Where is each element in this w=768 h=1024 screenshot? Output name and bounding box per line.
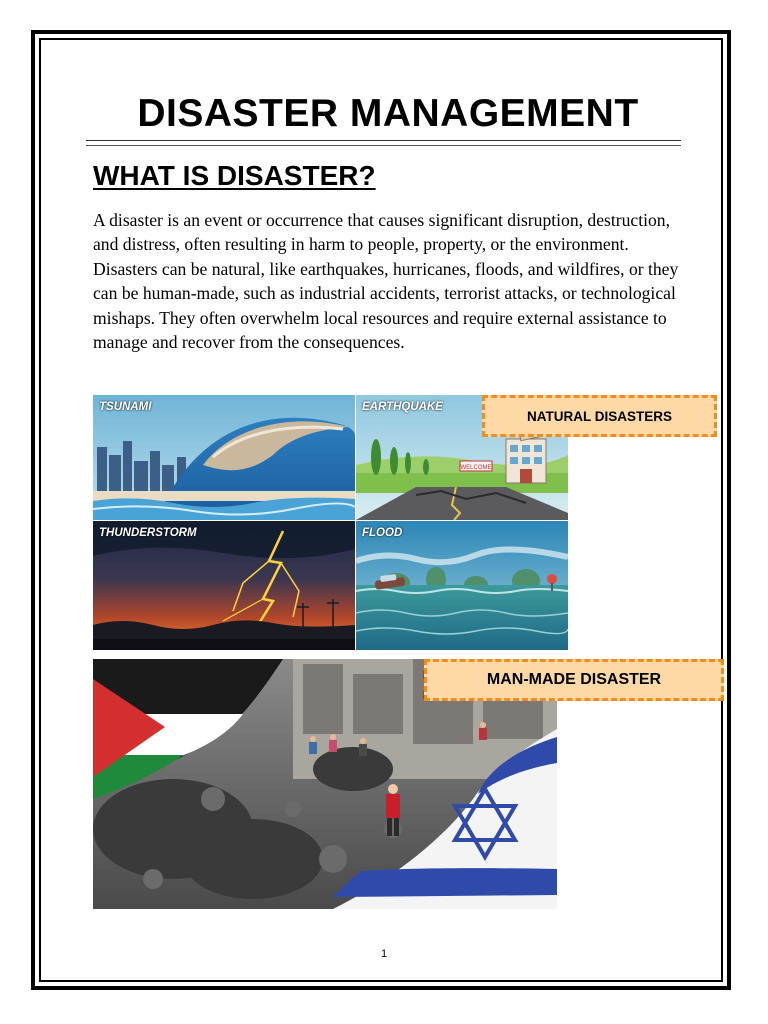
- title-rule-secondary: [86, 145, 681, 146]
- tile-label-flood: FLOOD: [362, 527, 403, 539]
- tile-label-thunderstorm: THUNDERSTORM: [99, 527, 197, 539]
- section-heading: WHAT IS DISASTER?: [93, 160, 376, 191]
- man-made-disaster-callout: MAN-MADE DISASTER: [424, 659, 724, 701]
- welcome-sign: WELCOME: [460, 465, 492, 471]
- thunderstorm-image: [93, 521, 355, 650]
- page-title: DISASTER MANAGEMENT: [137, 92, 639, 135]
- title-rule: [86, 140, 681, 141]
- flood-image: [356, 521, 568, 650]
- tile-label-tsunami: TSUNAMI: [99, 401, 152, 413]
- natural-disasters-callout: NATURAL DISASTERS: [482, 395, 717, 437]
- definition-paragraph: A disaster is an event or occurrence that causes significant disruption, destruction, and distress, often resulting in harm to people, property, or the environment. Disasters can be natural, like earthquakes, hurricanes, floods, and wildfires, or they can be human-made, such as industrial accidents, terrorist attacks, or technological mishaps. They often overwhelm local resources and require external assistance to manage and recover from the consequences.: [93, 210, 679, 353]
- tile-label-earthquake: EARTHQUAKE: [362, 401, 443, 413]
- tsunami-image: [93, 395, 355, 520]
- page-number: 1: [380, 948, 388, 960]
